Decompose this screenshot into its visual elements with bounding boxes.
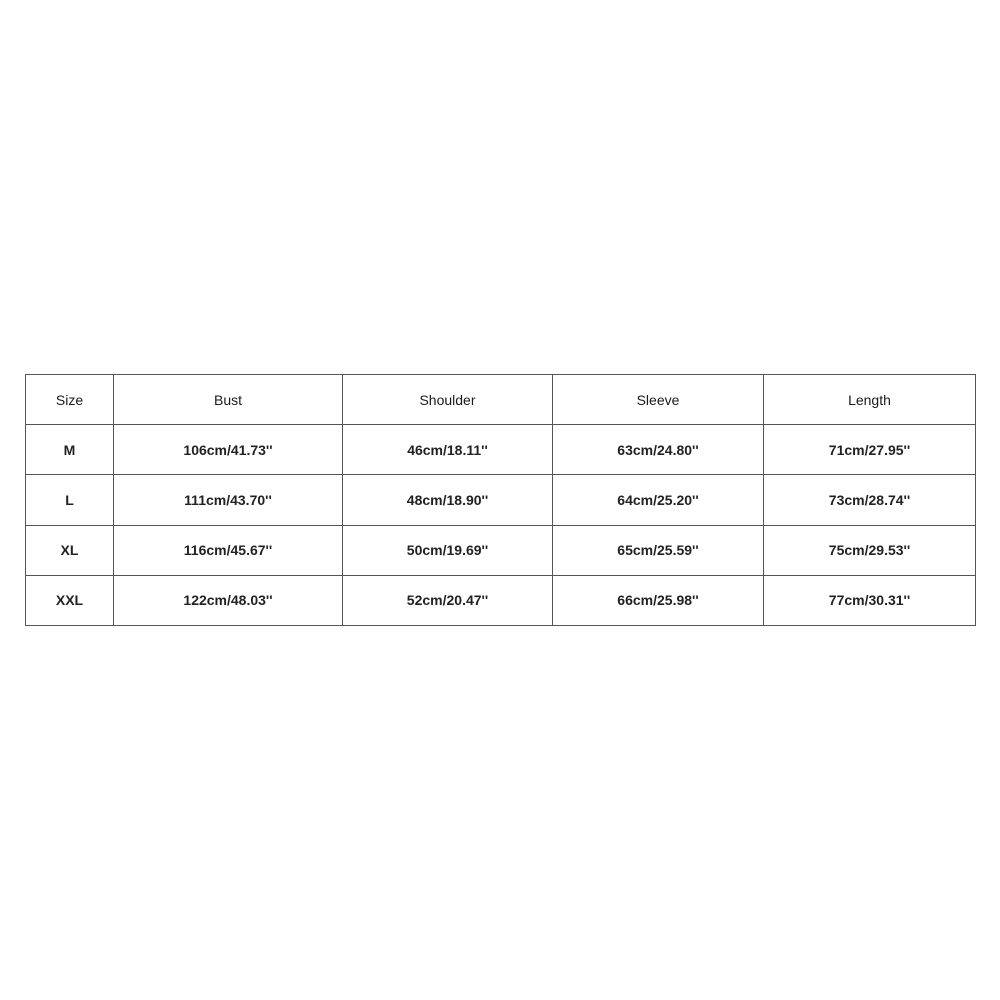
cell-shoulder: 50cm/19.69'' — [343, 525, 553, 575]
cell-size: XXL — [26, 575, 114, 625]
header-length: Length — [764, 375, 976, 425]
cell-length: 73cm/28.74'' — [764, 475, 976, 525]
size-chart-table — [25, 374, 976, 626]
cell-sleeve: 65cm/25.59'' — [553, 525, 764, 575]
cell-sleeve: 66cm/25.98'' — [553, 575, 764, 625]
header-size: Size — [26, 375, 114, 425]
cell-length: 75cm/29.53'' — [764, 525, 976, 575]
header-bust: Bust — [114, 375, 343, 425]
table-row — [26, 525, 976, 575]
cell-size: L — [26, 475, 114, 525]
cell-size: XL — [26, 525, 114, 575]
cell-shoulder: 46cm/18.11'' — [343, 425, 553, 475]
table-row — [26, 475, 976, 525]
cell-sleeve: 64cm/25.20'' — [553, 475, 764, 525]
table-row — [26, 425, 976, 475]
cell-shoulder: 52cm/20.47'' — [343, 575, 553, 625]
header-shoulder: Shoulder — [343, 375, 553, 425]
cell-length: 71cm/27.95'' — [764, 425, 976, 475]
header-row — [26, 375, 976, 425]
header-sleeve: Sleeve — [553, 375, 764, 425]
cell-shoulder: 48cm/18.90'' — [343, 475, 553, 525]
cell-length: 77cm/30.31'' — [764, 575, 976, 625]
cell-size: M — [26, 425, 114, 475]
cell-sleeve: 63cm/24.80'' — [553, 425, 764, 475]
table-row — [26, 575, 976, 625]
cell-bust: 116cm/45.67'' — [114, 525, 343, 575]
cell-bust: 122cm/48.03'' — [114, 575, 343, 625]
cell-bust: 111cm/43.70'' — [114, 475, 343, 525]
cell-bust: 106cm/41.73'' — [114, 425, 343, 475]
